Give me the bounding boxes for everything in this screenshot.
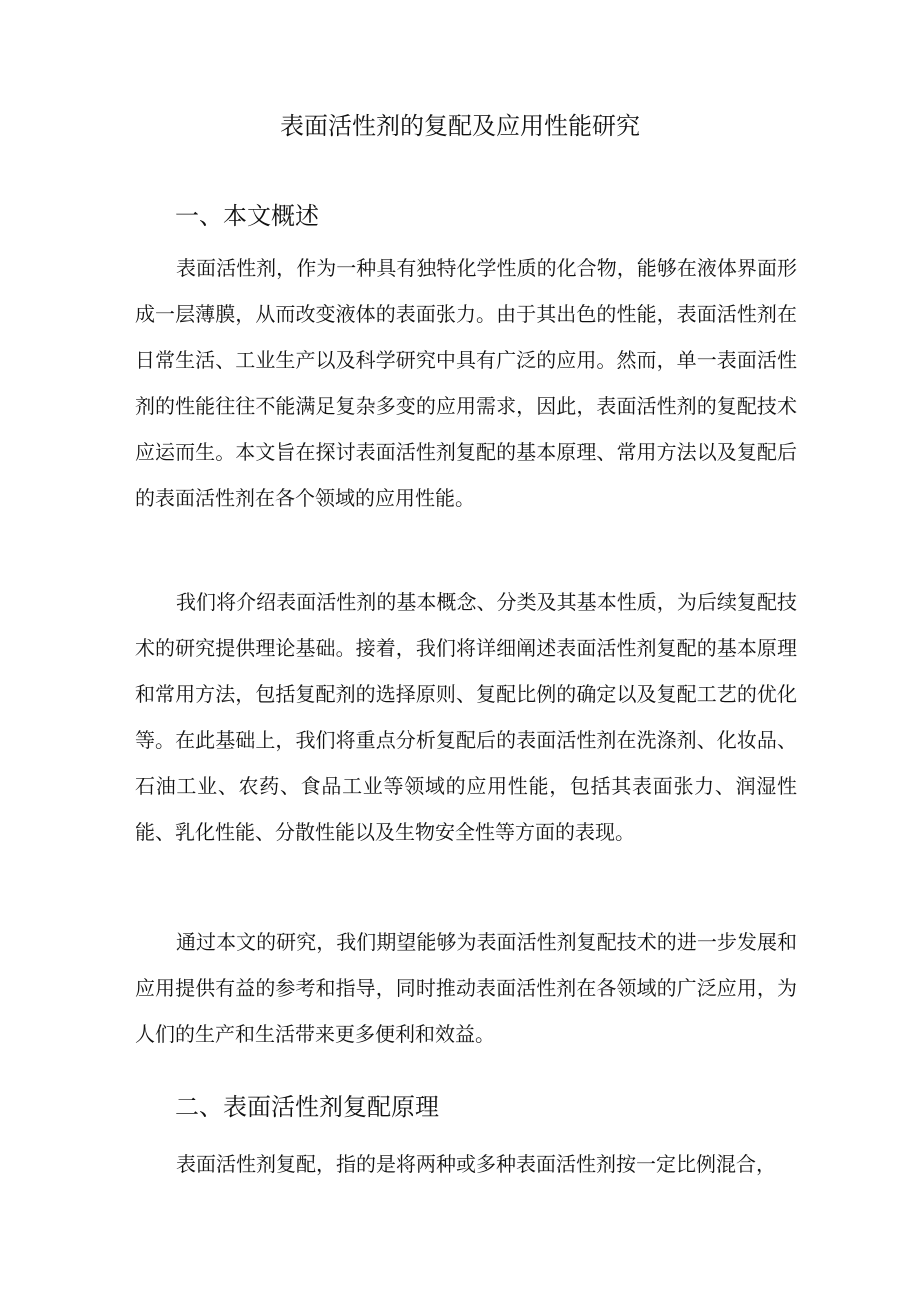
paragraph-overview-2: 我们将介绍表面活性剂的基本概念、分类及其基本性质，为后续复配技术的研究提供理论基础。接着，我们将详细阐述表面活性剂复配的基本原理和常用方法，包括复配剂的选择原则、复配比例的确定以及复配工艺的优化等。在此基础上，我们将重点分析复配后的表面活性剂在洗涤剂、化妆品、石油工业、农药、食品工业等领域的应用性能，包括其表面张力、润湿性能、乳化性能、分散性能以及生物安全性等方面的表现。: [135, 590, 797, 844]
paragraph-overview-1: 表面活性剂，作为一种具有独特化学性质的化合物，能够在液体界面形成一层薄膜，从而改变液体的表面张力。由于其出色的性能，表面活性剂在日常生活、工业生产以及科学研究中具有广泛的应用。然而，单一表面活性剂的性能往往不能满足复杂多变的应用需求，因此，表面活性剂的复配技术应运而生。本文旨在探讨表面活性剂复配的基本原理、常用方法以及复配后的表面活性剂在各个领域的应用性能。: [135, 256, 797, 510]
section-heading-principle: 二、表面活性剂复配原理: [175, 1093, 439, 1121]
paragraph-overview-3: 通过本文的研究，我们期望能够为表面活性剂复配技术的进一步发展和应用提供有益的参考和指导，同时推动表面活性剂在各领域的广泛应用，为人们的生产和生活带来更多便利和效益。: [135, 930, 797, 1046]
section-heading-overview: 一、本文概述: [175, 202, 319, 230]
paragraph-principle-1: 表面活性剂复配，指的是将两种或多种表面活性剂按一定比例混合，: [176, 1152, 776, 1176]
document-title: 表面活性剂的复配及应用性能研究: [280, 112, 640, 140]
